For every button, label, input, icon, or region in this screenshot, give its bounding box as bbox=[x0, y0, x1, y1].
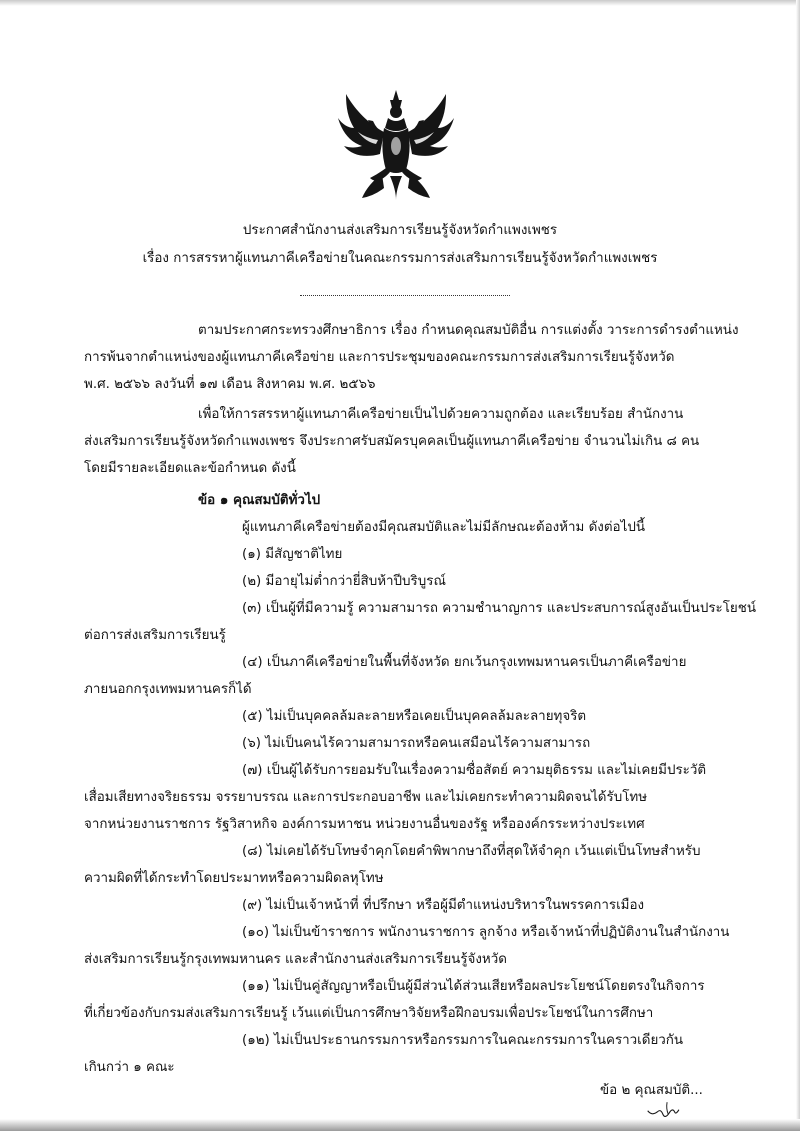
scan-edge-top bbox=[0, 0, 800, 6]
item-3-line-1: (๓) เป็นผู้ที่มีความรู้ ความสามารถ ความชำนาญการ และประสบการณ์สูงอันเป็นประโยชน์ bbox=[242, 601, 756, 616]
scan-edge-right bbox=[796, 0, 800, 1131]
item-4-line-2: ภายนอกกรุงเทพมหานครก็ได้ bbox=[84, 682, 252, 697]
handwritten-signature-icon bbox=[628, 1100, 704, 1128]
paragraph-1-line-1: ตามประกาศกระทรวงศึกษาธิการ เรื่อง กำหนดคุณสมบัติอื่น การแต่งตั้ง วาระการดำรงตำแหน่ง bbox=[198, 323, 739, 338]
continuation-note: ข้อ ๒ คุณสมบัติ... bbox=[600, 1083, 703, 1098]
item-10-line-1: (๑๐) ไม่เป็นข้าราชการ พนักงานราชการ ลูกจ้าง หรือเจ้าหน้าที่ปฏิบัติงานในสำนักงาน bbox=[242, 925, 730, 940]
title-divider bbox=[300, 295, 510, 296]
item-12-line-2: เกินกว่า ๑ คณะ bbox=[84, 1060, 175, 1075]
item-11-line-1: (๑๑) ไม่เป็นคู่สัญญาหรือเป็นผู้มีส่วนได้ส่วนเสียหรือผลประโยชน์โดยตรงในกิจการ bbox=[242, 979, 705, 994]
item-11-line-2: ที่เกี่ยวข้องกับกรมส่งเสริมการเรียนรู้ เว้นแต่เป็นการศึกษาวิจัยหรือฝึกอบรมเพื่อประโยชน์ในการศึกษา bbox=[84, 1006, 654, 1021]
item-2: (๒) มีอายุไม่ต่ำกว่ายี่สิบห้าปีบริบูรณ์ bbox=[242, 574, 446, 589]
item-5: (๕) ไม่เป็นบุคคลล้มละลายหรือเคยเป็นบุคคลล้มละลายทุจริต bbox=[242, 709, 587, 724]
paragraph-2-line-3: โดยมีรายละเอียดและข้อกำหนด ดังนี้ bbox=[84, 461, 296, 476]
section-1-intro: ผู้แทนภาคีเครือข่ายต้องมีคุณสมบัติและไม่มีลักษณะต้องห้าม ดังต่อไปนี้ bbox=[242, 520, 645, 535]
paragraph-1-line-2: การพ้นจากตำแหน่งของผู้แทนภาคีเครือข่าย และการประชุมของคณะกรรมการส่งเสริมการเรียนรู้จังหวัด bbox=[84, 350, 675, 365]
item-3-line-2: ต่อการส่งเสริมการเรียนรู้ bbox=[84, 628, 226, 643]
item-7-line-3: จากหน่วยงานราชการ รัฐวิสาหกิจ องค์การมหาชน หน่วยงานอื่นของรัฐ หรือองค์กรระหว่างประเทศ bbox=[84, 817, 645, 832]
announcement-title: ประกาศสำนักงานส่งเสริมการเรียนรู้จังหวัดกำแพงเพชร bbox=[242, 223, 558, 238]
garuda-emblem-icon bbox=[336, 88, 456, 202]
section-1-heading: ข้อ ๑ คุณสมบัติทั่วไป bbox=[198, 493, 321, 508]
item-4-line-1: (๔) เป็นภาคีเครือข่ายในพื้นที่จังหวัด ยกเว้นกรุงเทพมหานครเป็นภาคีเครือข่าย bbox=[242, 655, 687, 670]
item-7-line-2: เสื่อมเสียทางจริยธรรม จรรยาบรรณ และการประกอบอาชีพ และไม่เคยกระทำความผิดจนได้รับโทษ bbox=[84, 790, 648, 805]
item-6: (๖) ไม่เป็นคนไร้ความสามารถหรือคนเสมือนไร้ความสามารถ bbox=[242, 736, 591, 751]
item-7-line-1: (๗) เป็นผู้ได้รับการยอมรับในเรื่องความซื่อสัตย์ ความยุติธรรม และไม่เคยมีประวัติ bbox=[242, 763, 707, 778]
item-8-line-2: ความผิดที่ได้กระทำโดยประมาทหรือความผิดลหุโทษ bbox=[84, 871, 384, 886]
item-12-line-1: (๑๒) ไม่เป็นประธานกรรมการหรือกรรมการในคณะกรรมการในคราวเดียวกัน bbox=[242, 1033, 684, 1048]
paragraph-1-line-3: พ.ศ. ๒๕๖๖ ลงวันที่ ๑๗ เดือน สิงหาคม พ.ศ. ๒๕๖๖ bbox=[84, 377, 376, 392]
item-8-line-1: (๘) ไม่เคยได้รับโทษจำคุกโดยคำพิพากษาถึงที่สุดให้จำคุก เว้นแต่เป็นโทษสำหรับ bbox=[242, 844, 701, 859]
item-10-line-2: ส่งเสริมการเรียนรู้กรุงเทพมหานคร และสำนักงานส่งเสริมการเรียนรู้จังหวัด bbox=[84, 952, 507, 967]
item-1: (๑) มีสัญชาติไทย bbox=[242, 547, 343, 562]
paragraph-2-line-2: ส่งเสริมการเรียนรู้จังหวัดกำแพงเพชร จึงประกาศรับสมัครบุคคลเป็นผู้แทนภาคีเครือข่าย จำนวนไม่เกิน ๘ คน bbox=[84, 434, 700, 449]
item-9: (๙) ไม่เป็นเจ้าหน้าที่ ที่ปรึกษา หรือผู้มีตำแหน่งบริหารในพรรคการเมือง bbox=[242, 898, 645, 913]
announcement-subject: เรื่อง การสรรหาผู้แทนภาคีเครือข่ายในคณะกรรมการส่งเสริมการเรียนรู้จังหวัดกำแพงเพชร bbox=[142, 251, 658, 266]
paragraph-2-line-1: เพื่อให้การสรรหาผู้แทนภาคีเครือข่ายเป็นไปด้วยความถูกต้อง และเรียบร้อย สำนักงาน bbox=[198, 407, 684, 422]
